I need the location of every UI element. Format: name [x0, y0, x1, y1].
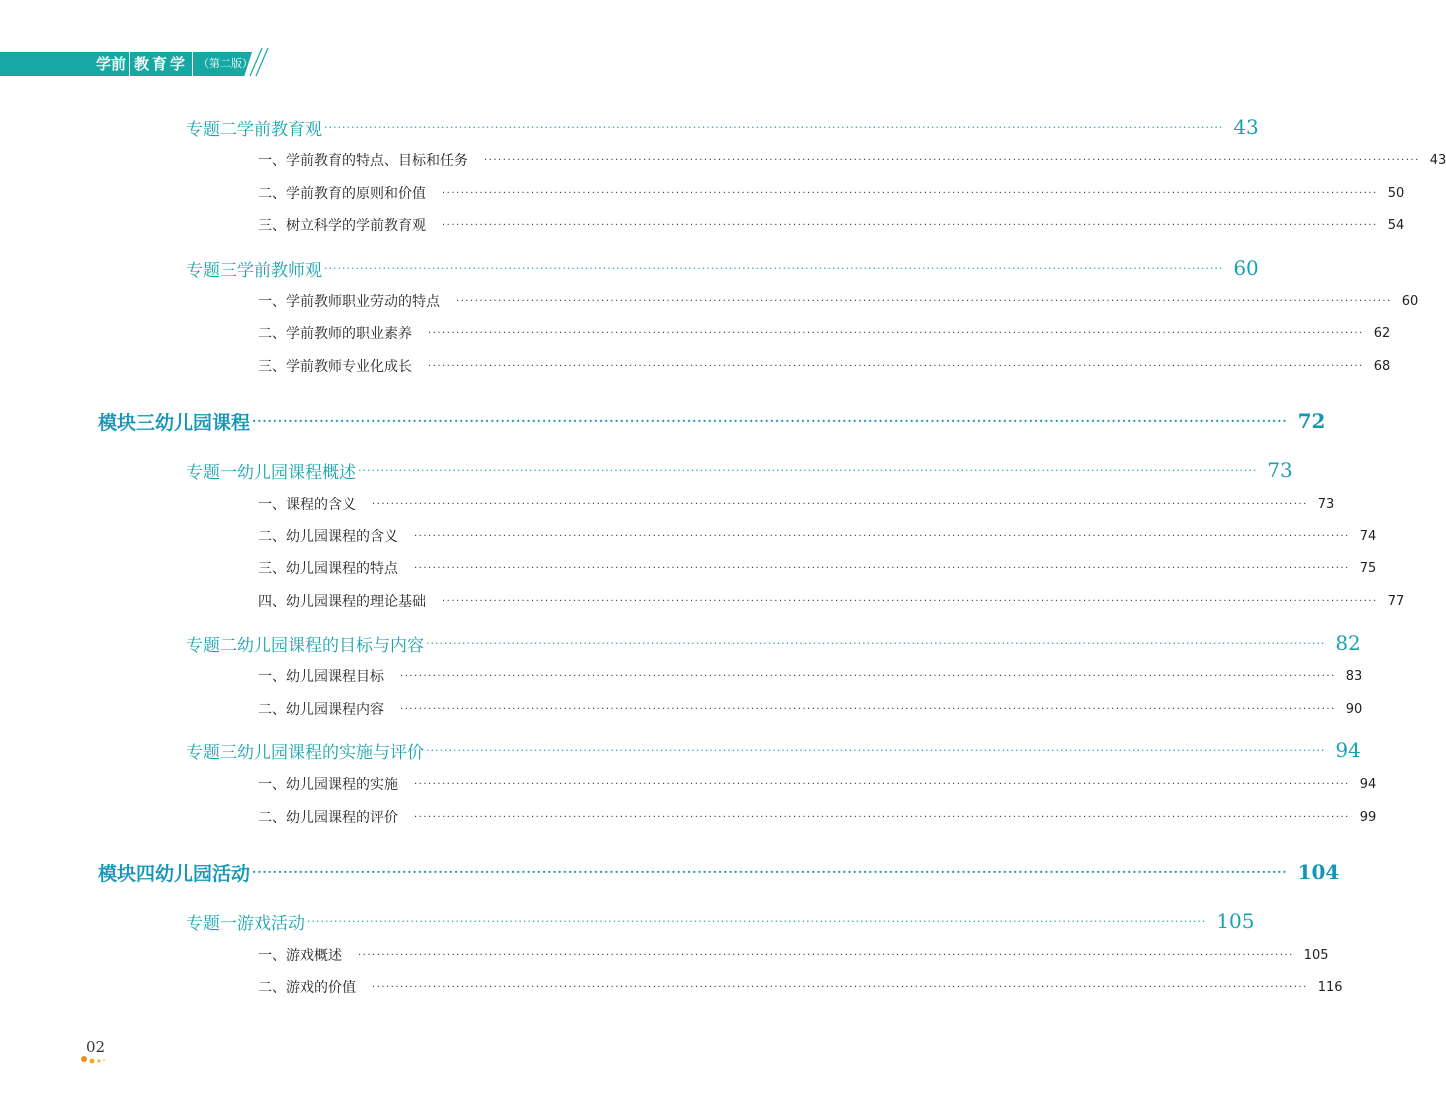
leader-dots: ········································································································································································································ — [442, 595, 1378, 607]
topic-title: 幼儿园课程的目标与内容 — [237, 635, 424, 656]
leader-dots: ········································································································································································································ — [414, 811, 1350, 823]
page-ref: 74 — [1359, 528, 1377, 544]
item-title: 三、学前教师专业化成长 — [258, 359, 412, 375]
topic-number: 专题二 — [186, 119, 237, 140]
page-ref: 90 — [1345, 701, 1363, 717]
leader-dots: ········································································································································································································ — [400, 670, 1336, 682]
leader-dots: ········································································································································································································ — [442, 187, 1378, 199]
item-title: 三、幼儿园课程的特点 — [258, 561, 398, 577]
topic-number: 专题一 — [186, 913, 237, 934]
leader-dots: ········································································································································································································ — [414, 562, 1350, 574]
toc-item[interactable] — [258, 493, 1335, 515]
toc-item[interactable] — [258, 665, 1363, 687]
page-ref: 50 — [1387, 185, 1405, 201]
topic-title: 学前教师观 — [237, 260, 322, 281]
leader-dots: ········································································································································································································ — [442, 219, 1378, 231]
toc-topic[interactable] — [186, 113, 1259, 141]
page-ref: 62 — [1373, 325, 1391, 341]
leader-dots: ········································································································································································································ — [426, 743, 1326, 757]
toc-topic[interactable] — [186, 456, 1293, 484]
leader-dots: ········································································································································································································ — [252, 865, 1288, 879]
module-title: 幼儿园课程 — [155, 411, 251, 434]
page-ref: 77 — [1387, 593, 1405, 609]
leader-dots: ········································································································································································································ — [456, 295, 1392, 307]
toc-item[interactable] — [258, 773, 1377, 795]
item-title: 一、幼儿园课程的实施 — [258, 777, 398, 793]
item-title: 四、幼儿园课程的理论基础 — [258, 594, 426, 610]
toc-topic[interactable] — [186, 629, 1361, 657]
topic-title: 游戏活动 — [237, 913, 305, 934]
toc-item[interactable] — [258, 944, 1329, 966]
leader-dots: ········································································································································································································ — [358, 463, 1258, 477]
page-ref: 43 — [1429, 152, 1446, 168]
leader-dots: ········································································································································································································ — [372, 981, 1308, 993]
toc-item[interactable] — [258, 290, 1419, 312]
leader-dots: ········································································································································································································ — [414, 778, 1350, 790]
item-title: 一、游戏概述 — [258, 948, 342, 964]
item-title: 二、游戏的价值 — [258, 980, 356, 996]
leader-dots: ········································································································································································································ — [324, 120, 1224, 134]
topic-title: 学前教育观 — [237, 119, 322, 140]
topic-title: 幼儿园课程概述 — [237, 462, 356, 483]
toc-item[interactable] — [258, 590, 1405, 612]
header-part1: 学前 — [96, 55, 127, 73]
header-edition: （第二版） — [198, 57, 254, 70]
toc-item[interactable] — [258, 214, 1405, 236]
page-ref: 43 — [1233, 115, 1259, 139]
toc-item[interactable] — [258, 557, 1377, 579]
item-title: 三、树立科学的学前教育观 — [258, 218, 426, 234]
toc-item[interactable] — [258, 525, 1377, 547]
leader-dots: ········································································································································································································ — [307, 914, 1207, 928]
topic-number: 专题二 — [186, 635, 237, 656]
module-title: 幼儿园活动 — [155, 862, 251, 885]
item-title: 二、学前教师的职业素养 — [258, 326, 412, 342]
leader-dots: ········································································································································································································ — [372, 498, 1308, 510]
page-ref: 99 — [1359, 809, 1377, 825]
toc-item[interactable] — [258, 976, 1343, 998]
topic-title: 幼儿园课程的实施与评价 — [237, 742, 424, 763]
item-title: 一、课程的含义 — [258, 497, 356, 513]
page-ref: 105 — [1216, 909, 1255, 933]
leader-dots: ········································································································································································································ — [428, 360, 1364, 372]
topic-number: 专题三 — [186, 260, 237, 281]
toc-item[interactable] — [258, 322, 1391, 344]
toc-module[interactable] — [98, 406, 1326, 436]
topic-number: 专题三 — [186, 742, 237, 763]
item-title: 二、幼儿园课程的含义 — [258, 529, 398, 545]
item-title: 一、学前教师职业劳动的特点 — [258, 294, 440, 310]
footer-dots-icon — [80, 1054, 110, 1066]
page-ref: 73 — [1317, 496, 1335, 512]
page-ref: 60 — [1401, 293, 1419, 309]
item-title: 二、学前教育的原则和价值 — [258, 186, 426, 202]
page-ref: 54 — [1387, 217, 1405, 233]
page-number: 02 — [86, 1038, 106, 1056]
page-ref: 75 — [1359, 560, 1377, 576]
item-title: 一、学前教育的特点、目标和任务 — [258, 153, 468, 169]
page-ref: 82 — [1335, 631, 1361, 655]
toc-item[interactable] — [258, 355, 1391, 377]
leader-dots: ········································································································································································································ — [400, 703, 1336, 715]
module-number: 模块四 — [98, 862, 156, 885]
topic-number: 专题一 — [186, 462, 237, 483]
toc-topic[interactable] — [186, 736, 1361, 764]
page-ref: 105 — [1303, 947, 1329, 963]
toc-item[interactable] — [258, 806, 1377, 828]
module-number: 模块三 — [98, 411, 156, 434]
page-ref: 68 — [1373, 358, 1391, 374]
page-ref: 72 — [1297, 409, 1326, 433]
toc-item[interactable] — [258, 698, 1363, 720]
item-title: 二、幼儿园课程内容 — [258, 702, 384, 718]
page-ref: 94 — [1335, 738, 1361, 762]
toc-item[interactable] — [258, 149, 1446, 171]
leader-dots: ········································································································································································································ — [428, 327, 1364, 339]
leader-dots: ········································································································································································································ — [414, 530, 1350, 542]
toc-topic[interactable] — [186, 254, 1259, 282]
page-ref: 116 — [1317, 979, 1343, 995]
page-ref: 104 — [1297, 860, 1340, 884]
page-ref: 83 — [1345, 668, 1363, 684]
page-ref: 60 — [1233, 256, 1259, 280]
header-part2: 教育学 — [129, 52, 193, 76]
toc-item[interactable] — [258, 182, 1405, 204]
leader-dots: ········································································································································································································ — [358, 949, 1294, 961]
leader-dots: ········································································································································································································ — [426, 636, 1326, 650]
toc-module[interactable] — [98, 857, 1340, 887]
item-title: 二、幼儿园课程的评价 — [258, 810, 398, 826]
leader-dots: ········································································································································································································ — [484, 154, 1420, 166]
item-title: 一、幼儿园课程目标 — [258, 669, 384, 685]
leader-dots: ········································································································································································································ — [324, 261, 1224, 275]
page-ref: 73 — [1267, 458, 1293, 482]
leader-dots: ········································································································································································································ — [252, 414, 1288, 428]
toc-topic[interactable] — [186, 907, 1255, 935]
page-ref: 94 — [1359, 776, 1377, 792]
